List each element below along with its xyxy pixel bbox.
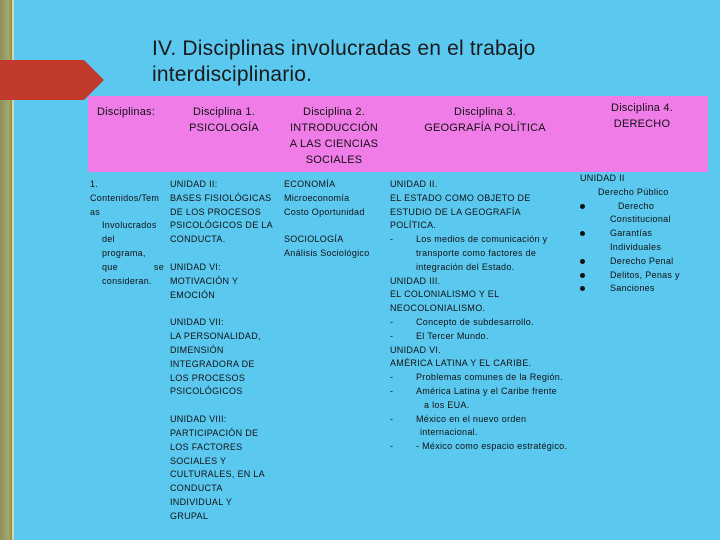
col4-line: Derecho [618, 200, 655, 211]
col3-line: Problemas comunes de la Región. [416, 372, 563, 383]
header-disciplina-2-number: Disciplina 2. [303, 106, 365, 118]
col1-line: EMOCIÓN [170, 289, 216, 300]
col3-line: UNIDAD VI. [390, 344, 442, 355]
col4-bullet-item [580, 227, 704, 241]
col0-line: consideran. [102, 275, 152, 286]
col3-line: El Tercer Mundo. [416, 330, 489, 341]
col3-line: AMÉRICA LATINA Y EL CARIBE. [390, 358, 532, 369]
col1-unit-viii [170, 413, 280, 523]
header-disciplina-1-name: PSICOLOGÍA [189, 122, 259, 134]
dash-marker: - [390, 385, 394, 396]
col4-line: Sanciones [610, 283, 655, 294]
header-disciplina-2-name-3: SOCIALES [305, 154, 363, 166]
col3-line: integración del Estado. [416, 261, 515, 272]
col1-line: INTEGRADORA DE [170, 358, 255, 369]
col1-line: PSICOLÓGICOS DE LA [170, 220, 273, 231]
col1-line: UNIDAD VI: [170, 261, 222, 272]
slide-title-line-2: interdisciplinario. [152, 63, 313, 86]
dash-marker: - [390, 413, 394, 424]
col3-line: EL COLONIALISMO Y EL [390, 289, 500, 300]
col3-line: EL ESTADO COMO OBJETO DE [390, 192, 531, 203]
header-disciplina-1 [166, 104, 282, 136]
col1-unit-vii [170, 316, 280, 399]
col0-line: Involucrados [102, 220, 157, 231]
col2-line: ECONOMÍA [284, 179, 336, 189]
col1-line: PARTICIPACIÓN DE [170, 427, 259, 438]
col0-line: del [102, 234, 115, 245]
col4-line: Constitucional [610, 214, 671, 225]
col0-word: que [102, 261, 118, 272]
slide-title [152, 36, 692, 88]
col1-line: DE LOS PROCESOS [170, 206, 262, 217]
col3-dash-item [390, 233, 576, 247]
dash-marker: - [390, 316, 394, 327]
col3-line: transporte como factores de [416, 247, 537, 258]
col3-dash-item [390, 316, 576, 330]
header-disciplina-3-name: GEOGRAFÍA POLÍTICA [424, 122, 546, 134]
col1-line: PSICOLÓGICOS [170, 386, 243, 397]
col3-line: - México como espacio estratégico. [416, 441, 568, 452]
bullet-dot [580, 204, 585, 209]
col1-line: DIMENSIÓN [170, 344, 224, 355]
col1-line: UNIDAD II: [170, 179, 218, 189]
header-disciplina-3 [390, 104, 580, 136]
col1-line: LOS FACTORES [170, 441, 243, 452]
col2-sociologia [284, 233, 388, 261]
disciplines-table [88, 96, 708, 522]
col3-line: POLÍTICA. [390, 220, 437, 231]
col1-line: CULTURALES, EN LA [170, 469, 265, 480]
col3-line: internacional. [420, 427, 478, 438]
col0-line: Contenidos/Tem [90, 192, 160, 203]
header-disciplinas-label: Disciplinas: [96, 106, 156, 118]
col1-line: LOS PROCESOS [170, 372, 246, 383]
col4-line: UNIDAD II [580, 173, 625, 183]
col3-geografia-politica [390, 178, 576, 454]
header-disciplina-4-number: Disciplina 4. [611, 102, 673, 114]
col4-bullet-item [580, 255, 704, 269]
col2-ciencias-sociales [284, 178, 388, 261]
col1-line: CONDUCTA [170, 483, 223, 494]
col3-line: México en el nuevo orden [416, 413, 527, 424]
col3-line: UNIDAD II. [390, 179, 438, 189]
dash-marker: - [390, 234, 394, 245]
dash-marker: - [390, 441, 394, 452]
col4-line: Garantías [610, 228, 653, 239]
bullet-marker [580, 282, 610, 296]
header-disciplina-4-name: DERECHO [613, 118, 671, 130]
col4-line: Derecho Público [598, 186, 669, 197]
bullet-marker [580, 255, 610, 269]
bullet-dot [580, 231, 585, 236]
col4-line: Individuales [610, 241, 662, 252]
col3-line: Los medios de comunicación y [416, 234, 548, 245]
col1-line: INDIVIDUAL Y [170, 496, 233, 507]
col1-unit-vi [170, 261, 280, 302]
dash-marker: - [390, 372, 394, 383]
dash-marker: - [390, 330, 394, 341]
col3-line: Concepto de subdesarrollo. [416, 316, 534, 327]
col1-line: SOCIALES Y [170, 455, 227, 466]
col1-line: GRUPAL [170, 510, 209, 521]
col3-dash-item [390, 413, 576, 427]
col1-line: UNIDAD VIII: [170, 414, 227, 425]
col2-line: Costo Oportunidad [284, 206, 365, 217]
col4-bullet-item [580, 269, 704, 283]
col4-bullet-item [580, 282, 704, 296]
col2-line: SOCIOLOGÍA [284, 234, 344, 245]
col0-word: se [153, 261, 164, 272]
col4-derecho [580, 172, 704, 296]
col1-psicologia-units [170, 178, 280, 524]
col1-unit-ii [170, 178, 280, 247]
header-disciplina-2-name-2: A LAS CIENCIAS [289, 138, 379, 150]
col0-line: 1. [90, 179, 99, 189]
col3-dash-item [390, 440, 576, 454]
header-disciplina-1-number: Disciplina 1. [193, 106, 255, 118]
header-disciplina-3-number: Disciplina 3. [454, 106, 516, 118]
col1-line: MOTIVACIÓN Y [170, 275, 239, 286]
col3-line: a los EUA. [424, 399, 470, 410]
col2-line: Microeconomía [284, 192, 350, 203]
col3-line: NEOCOLONIALISMO. [390, 303, 486, 314]
col3-dash-item [390, 330, 576, 344]
title-tab-decoration [0, 60, 104, 100]
slide-title-line-1: IV. Disciplinas involucradas en el trabajo [152, 37, 536, 60]
col4-line: Derecho Penal [610, 255, 674, 266]
bullet-marker [580, 269, 610, 283]
col3-line: América Latina y el Caribe frente [416, 385, 557, 396]
col3-dash-item [390, 385, 576, 399]
col2-line: Análisis Sociológico [284, 248, 370, 259]
col1-line: BASES FISIOLÓGICAS [170, 192, 272, 203]
col3-dash-item [390, 371, 576, 385]
col1-line: UNIDAD VII: [170, 317, 224, 328]
bullet-dot [580, 259, 585, 264]
col0-line-justified [90, 261, 164, 275]
bullet-marker [580, 227, 610, 241]
header-disciplina-4 [576, 100, 708, 132]
bullet-dot [580, 286, 585, 291]
col0-contenidos [90, 178, 164, 288]
col0-line: programa, [102, 247, 146, 258]
col3-line: ESTUDIO DE LA GEOGRAFÍA [390, 206, 521, 217]
col2-economia [284, 178, 388, 219]
header-disciplinas [88, 104, 164, 120]
col4-line: Delitos, Penas y [610, 269, 680, 280]
bullet-marker [580, 200, 610, 214]
col1-line: LA PERSONALIDAD, [170, 331, 261, 342]
col3-line: UNIDAD III. [390, 275, 441, 286]
header-disciplina-2 [274, 104, 394, 168]
col1-line: CONDUCTA. [170, 234, 226, 245]
col4-bullet-item [580, 200, 704, 214]
bullet-dot [580, 273, 585, 278]
col0-line: as [90, 206, 101, 217]
header-disciplina-2-name-1: INTRODUCCIÓN [290, 122, 378, 134]
